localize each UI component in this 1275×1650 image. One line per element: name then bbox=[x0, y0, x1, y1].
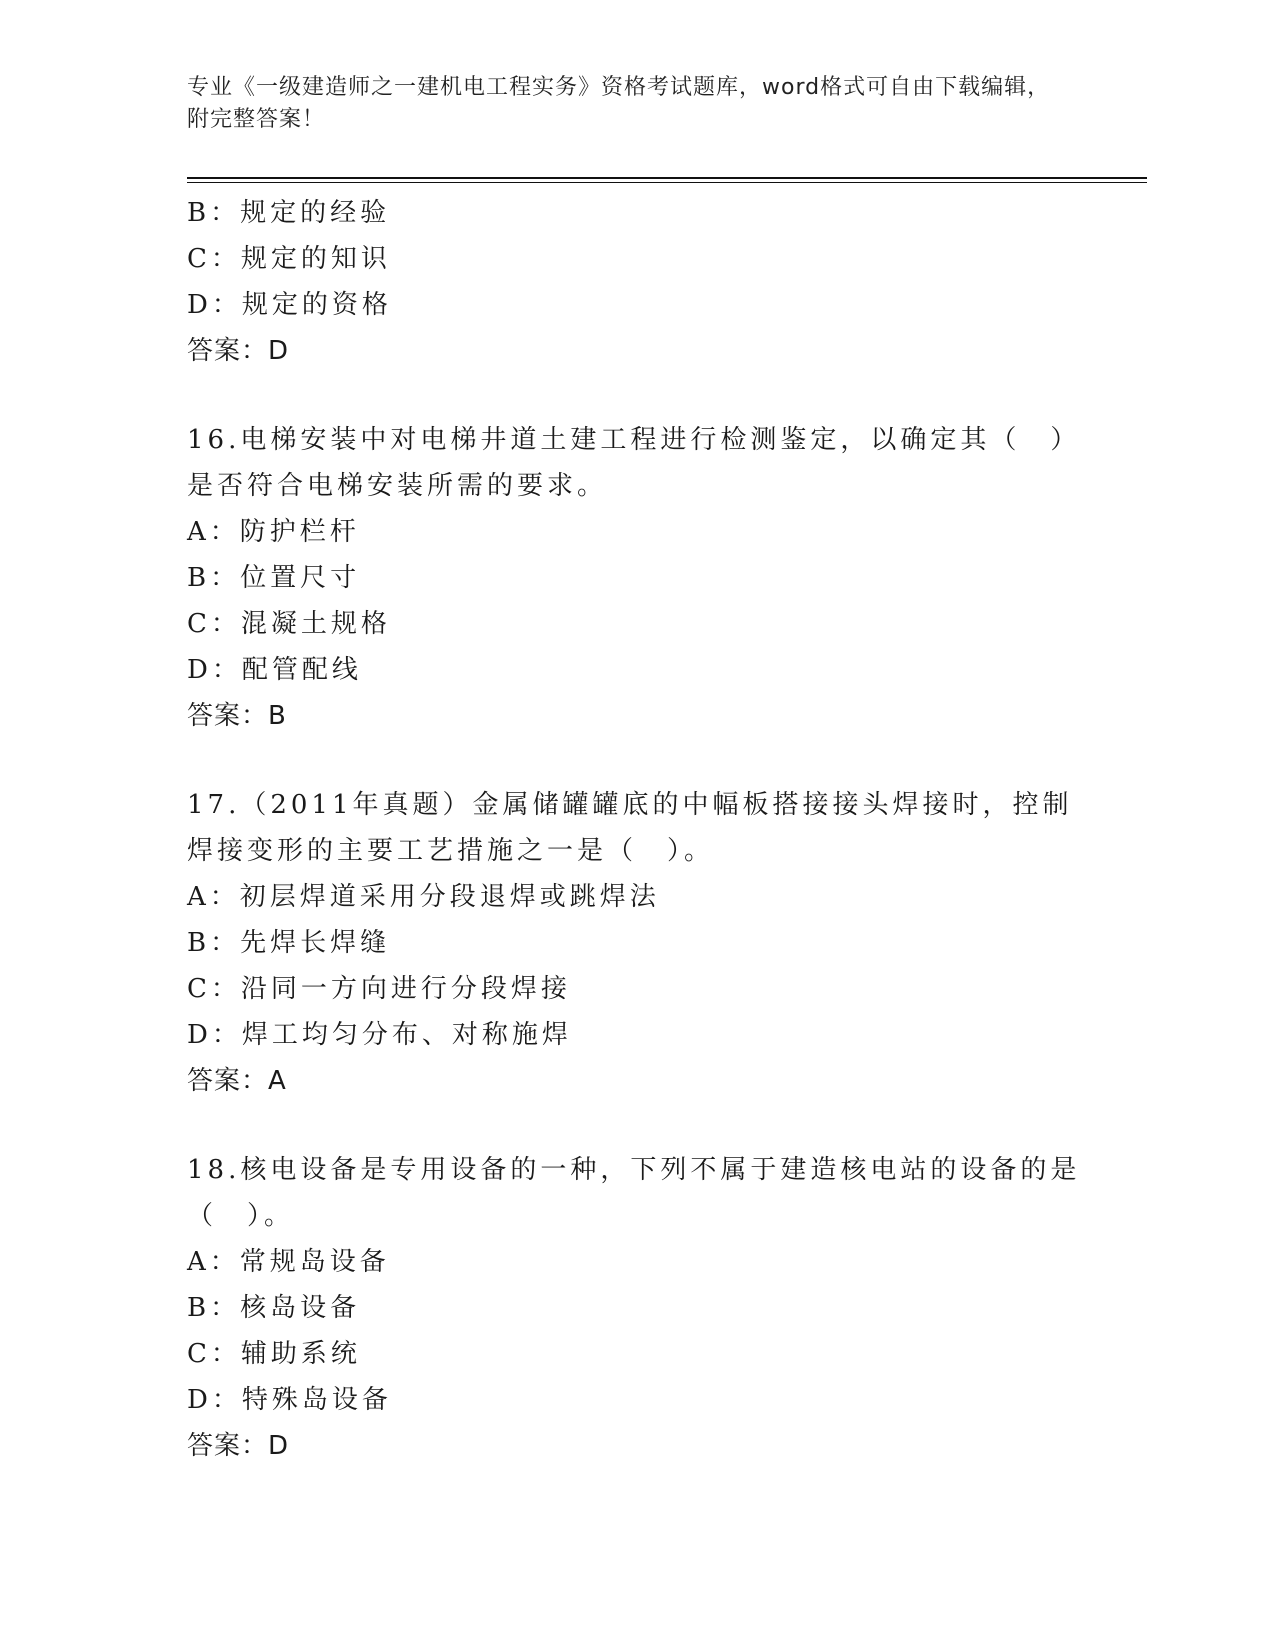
question-block-17 bbox=[187, 782, 1087, 1104]
option-b: B：规定的经验 bbox=[187, 198, 391, 228]
option-d: D：特殊岛设备 bbox=[187, 1385, 392, 1415]
option-d: D：配管配线 bbox=[187, 655, 362, 685]
option-b: B：先焊长焊缝 bbox=[187, 928, 391, 958]
option-c: C：规定的知识 bbox=[187, 244, 391, 274]
question-block-15-tail bbox=[187, 190, 1087, 374]
question-stem: 18.核电设备是专用设备的一种，下列不属于建造核电站的设备的是（ ）。 bbox=[187, 1155, 1081, 1231]
header-divider-thin bbox=[187, 182, 1147, 183]
option-a: A：常规岛设备 bbox=[187, 1247, 390, 1277]
question-list bbox=[187, 190, 1087, 1469]
document-header: 专业《一级建造师之一建机电工程实务》资格考试题库，word格式可自由下载编辑，附完整答案！ bbox=[187, 75, 1051, 132]
question-block-18 bbox=[187, 1147, 1087, 1469]
answer-line: 答案：A bbox=[187, 1066, 287, 1096]
option-c: C：混凝土规格 bbox=[187, 609, 391, 639]
header-divider-thick bbox=[187, 177, 1147, 179]
option-c: C：沿同一方向进行分段焊接 bbox=[187, 974, 571, 1004]
spacer bbox=[187, 1104, 1087, 1147]
option-d: D：规定的资格 bbox=[187, 290, 392, 320]
option-a: A：初层焊道采用分段退焊或跳焊法 bbox=[187, 882, 660, 912]
option-b: B：核岛设备 bbox=[187, 1293, 361, 1323]
option-c: C：辅助系统 bbox=[187, 1339, 361, 1369]
answer-line: 答案：D bbox=[187, 336, 290, 366]
answer-line: 答案：B bbox=[187, 701, 287, 731]
answer-line: 答案：D bbox=[187, 1431, 290, 1461]
option-a: A：防护栏杆 bbox=[187, 517, 360, 547]
question-block-16 bbox=[187, 417, 1087, 739]
option-b: B：位置尺寸 bbox=[187, 563, 361, 593]
question-stem: 17.（2011年真题）金属储罐罐底的中幅板搭接接头焊接时，控制焊接变形的主要工艺措施之一是（ ）。 bbox=[187, 790, 1073, 866]
spacer bbox=[187, 374, 1087, 417]
option-d: D：焊工均匀分布、对称施焊 bbox=[187, 1020, 572, 1050]
question-stem: 16.电梯安装中对电梯井道土建工程进行检测鉴定，以确定其（ ）是否符合电梯安装所需的要求。 bbox=[187, 425, 1081, 501]
spacer bbox=[187, 739, 1087, 782]
